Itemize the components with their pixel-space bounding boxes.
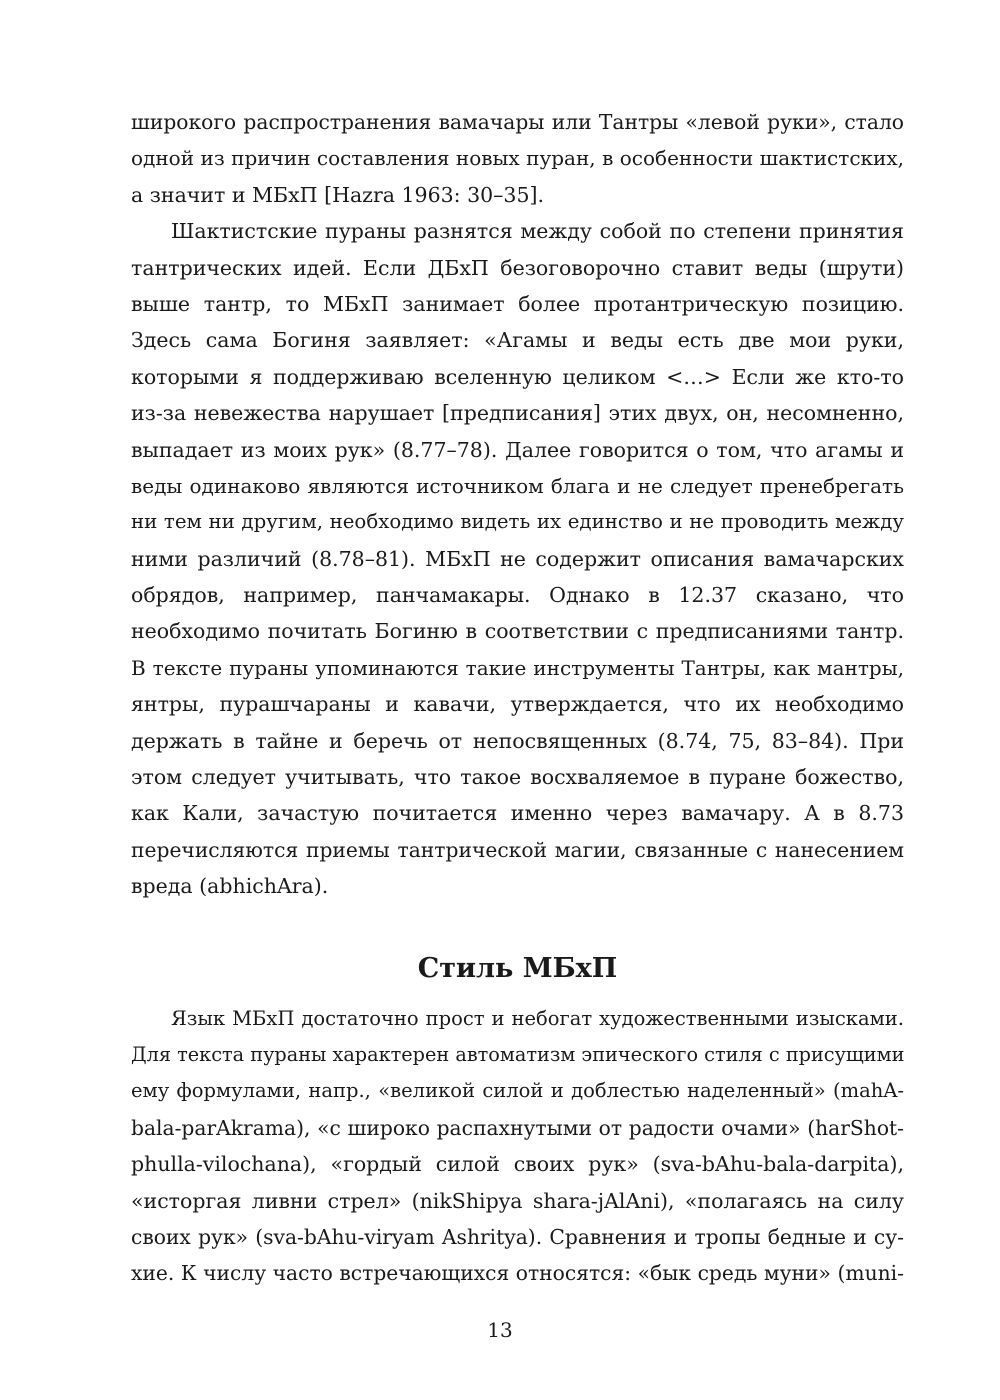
text-line: а значит и МБхП [Hazra 1963: 30–35]. (131, 182, 545, 207)
text-line: Для текста пураны характерен автоматизм эпического стиля с присущими (131, 1042, 904, 1066)
text-line: обрядов, например, панчамакары. Однако в 12.37 сказано, что (131, 583, 904, 608)
text-line: этом следует учитывать, что такое восхваляемое в пуране божество, (131, 765, 904, 790)
page-body (131, 104, 904, 1292)
text-line: выше тантр, то МБхП занимает более протантрическую позицию. (131, 291, 904, 316)
text-line: перечисляются приемы тантрической магии, связанные с нанесением (131, 837, 904, 862)
text-line: своих рук» (sva-bAhu-viryam Ashritya). Сравнения и тропы бедные и су- (131, 1224, 904, 1249)
text-line: которыми я поддерживаю вселенную целиком <…> Если же кто-то (131, 364, 904, 389)
text-line: выпадает из моих рук» (8.77–78). Далее говорится о том, что агамы и (131, 437, 904, 462)
text-line: Здесь сама Богиня заявляет: «Агамы и веды есть две мои руки, (131, 328, 904, 353)
text-line: держать в тайне и беречь от непосвященных (8.74, 75, 83–84). При (131, 728, 904, 753)
text-line: «исторгая ливни стрел» (nikShipya shara-jAlAni), «полагаясь на силу (131, 1188, 904, 1213)
text-line: ни тем ни другим, необходимо видеть их единство и не проводить между (131, 510, 904, 534)
text-line: одной из причин составления новых пуран, в особенности шактистских, (131, 146, 904, 171)
text-line: как Кали, зачастую почитается именно через вамачару. А в 8.73 (131, 801, 904, 826)
text-line: необходимо почитать Богиню в соответствии с предписаниями тантр. (131, 619, 904, 644)
text-line: ними различий (8.78–81). МБхП не содержит описания вамачарских (131, 546, 904, 571)
text-line: вреда (abhichAra). (131, 874, 329, 899)
text-line: из-за невежества нарушает [предписания] этих двух, он, несомненно, (131, 401, 904, 426)
section-heading: Стиль МБхП (417, 952, 618, 984)
text-line: хие. К числу часто встречающихся относятся: «бык средь муни» (muni- (131, 1261, 904, 1286)
text-line: Язык МБхП достаточно прост и небогат художественными изысками. (171, 1006, 904, 1030)
text-line: phulla-vilochana), «гордый силой своих рук» (sva-bAhu-bala-darpita), (131, 1152, 904, 1177)
paragraph (131, 104, 904, 213)
page-number: 13 (487, 1318, 513, 1342)
text-line: янтры, пурашчараны и кавачи, утверждается, что их необходимо (131, 692, 904, 717)
text-line: тантрических идей. Если ДБхП безоговорочно ставит веды (шрути) (131, 255, 904, 280)
text-line: В тексте пураны упоминаются такие инструменты Тантры, как мантры, (131, 655, 904, 680)
text-line: веды одинаково являются источником блага и не следует пренебрегать (131, 473, 904, 498)
paragraph (131, 213, 904, 904)
text-line: bala-parAkrama), «с широко распахнутыми от радости очами» (harShot- (131, 1115, 904, 1140)
text-line: ему формулами, напр., «великой силой и доблестью наделенный» (mahA- (131, 1079, 904, 1103)
text-line: Шактистские пураны разнятся между собой по степени принятия (171, 219, 904, 244)
paragraph (131, 1001, 904, 1292)
text-line: широкого распространения вамачары или Тантры «левой руки», стало (131, 110, 904, 134)
